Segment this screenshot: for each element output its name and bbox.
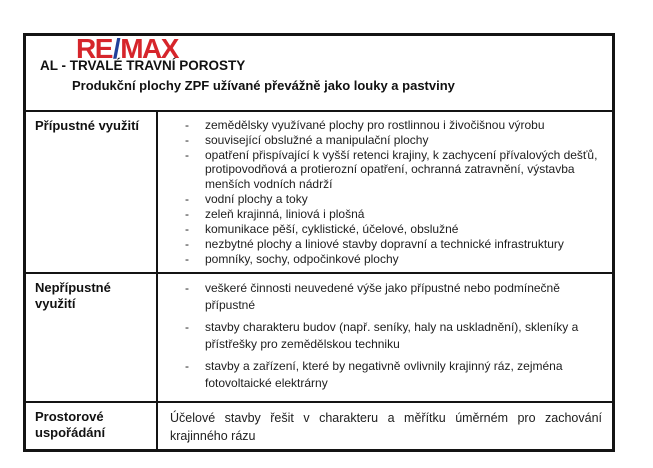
dash-bullet: -	[185, 280, 189, 295]
section-subtitle: Produkční plochy ZPF užívané převážně jako louky a pastviny	[72, 78, 455, 93]
list-item	[158, 358, 604, 392]
dash-bullet: -	[185, 133, 189, 148]
dash-bullet: -	[185, 148, 189, 163]
row-content-impermissible-use	[158, 274, 612, 401]
remax-logo-max: MAX	[120, 33, 178, 64]
list-item	[158, 319, 604, 353]
table-row-impermissible-use	[26, 274, 612, 403]
dash-bullet: -	[185, 319, 189, 334]
list-item-text: pomníky, sochy, odpočinkové plochy	[205, 252, 399, 267]
table-row-permissible-use	[26, 112, 612, 274]
list-item-text: zeleň krajinná, liniová i plošná	[205, 206, 365, 221]
list-item	[158, 118, 604, 132]
remax-logo-re: RE	[76, 33, 112, 64]
impermissible-use-list	[158, 278, 604, 392]
list-item	[158, 222, 604, 236]
dash-bullet: -	[185, 118, 189, 132]
table-row-spatial-arrangement	[26, 403, 612, 449]
list-item-text: zemědělsky využívané plochy pro rostlinnou i živočišnou výrobu	[205, 118, 545, 132]
dash-bullet: -	[185, 252, 189, 267]
list-item-text: stavby a zařízení, které by negativně ovlivnily krajinný ráz, zejména fotovoltaické elektrárny	[205, 358, 563, 390]
list-item	[158, 192, 604, 206]
list-item-text: veškeré činnosti neuvedené výše jako přípustné nebo podmínečně přípustné	[205, 280, 560, 312]
list-item-text: opatření přispívající k vyšší retenci krajiny, k zachycení přívalových dešťů, protipovodňová a protierozní opatření, ochranná zatravnění, výstavba menších vodních nádrží	[205, 148, 598, 191]
section-title: AL - TRVALÉ TRAVNÍ POROSTY	[40, 58, 246, 73]
permissible-use-list	[158, 116, 604, 267]
remax-logo-slash: /	[112, 33, 120, 64]
list-item	[158, 148, 604, 190]
dash-bullet: -	[185, 206, 189, 221]
row-content-permissible-use	[158, 112, 612, 272]
zoning-definition-table	[23, 33, 615, 452]
list-item-text: související obslužné a manipulační plochy	[205, 133, 429, 148]
list-item-text: komunikace pěší, cyklistické, účelové, obslužné	[205, 222, 459, 237]
row-label-permissible-use: Přípustné využití	[26, 112, 158, 272]
table-header-cell	[26, 33, 612, 112]
dash-bullet: -	[185, 358, 189, 373]
row-content-spatial-arrangement: Účelové stavby řešit v charakteru a měřítku úměrném pro zachování krajinného rázu	[170, 410, 602, 443]
list-item	[158, 280, 604, 314]
list-item-text: stavby charakteru budov (např. seníky, haly na uskladnění), skleníky a přístřešky pro zemědělskou techniku	[205, 319, 579, 351]
row-label-impermissible-use: Nepřípustné využití	[26, 274, 158, 401]
dash-bullet: -	[185, 237, 189, 252]
list-item	[158, 207, 604, 221]
list-item	[158, 133, 604, 147]
dash-bullet: -	[185, 222, 189, 237]
row-label-spatial-arrangement: Prostorové uspořádání	[26, 403, 158, 449]
list-item	[158, 252, 604, 266]
list-item-text: nezbytné plochy a liniové stavby dopravní a technické infrastruktury	[205, 237, 564, 252]
dash-bullet: -	[185, 191, 189, 206]
list-item-text: vodní plochy a toky	[205, 191, 308, 206]
list-item	[158, 237, 604, 251]
